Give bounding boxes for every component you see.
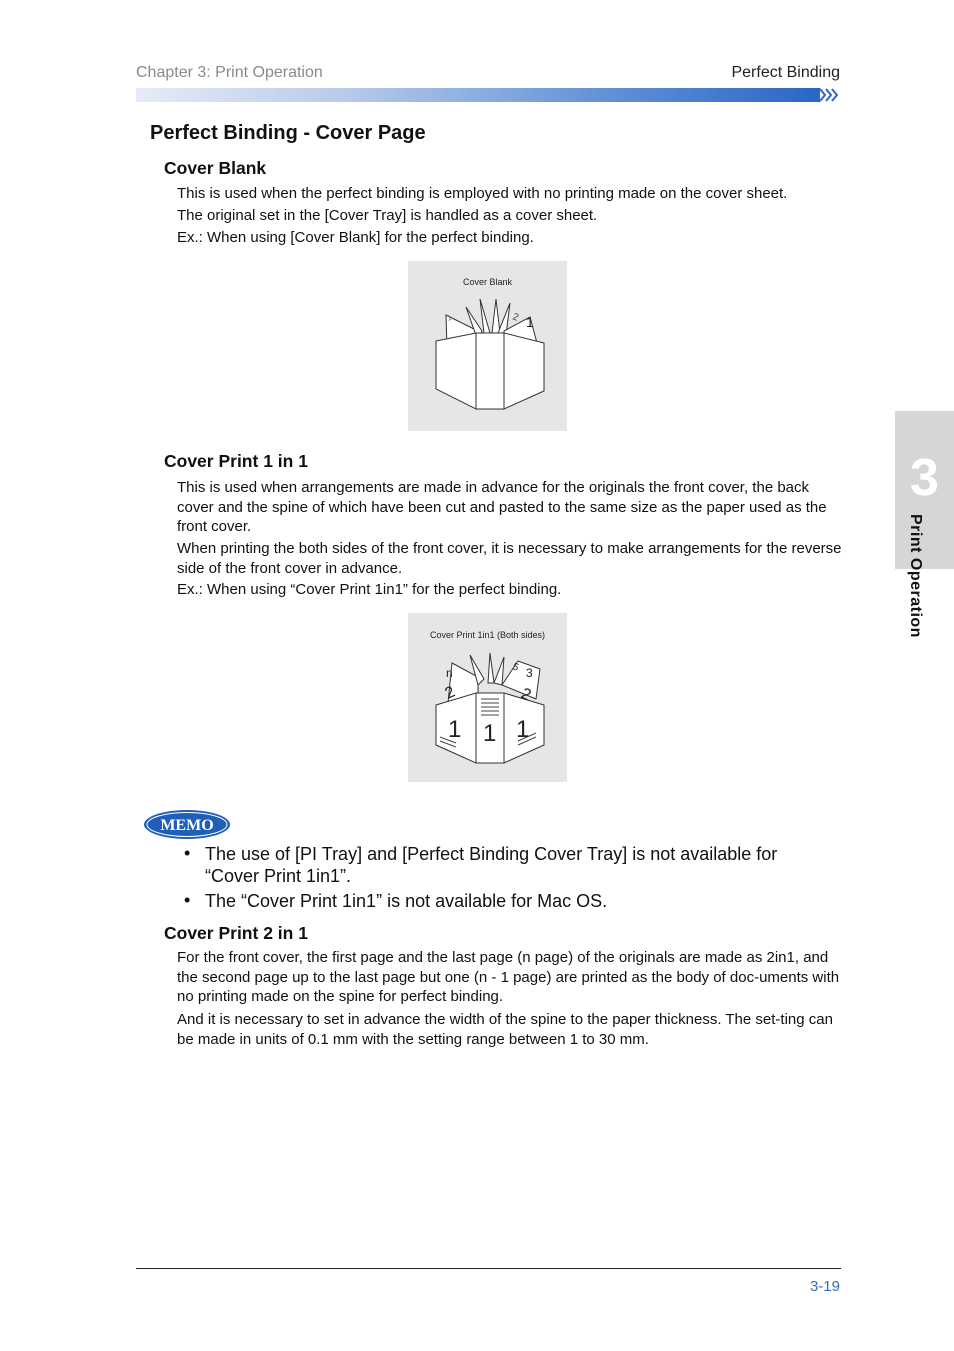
cover-print-1in1-figure-label-1-left: 1	[448, 716, 462, 743]
cover-blank-figure-label-3: 1	[445, 312, 453, 323]
cover-print-1in1-heading: Cover Print 1 in 1	[164, 451, 308, 471]
cover-print-1in1-book-illustration	[408, 613, 567, 782]
memo-bullet-icon: •	[184, 843, 191, 863]
chapter-tab-label: Print Operation	[907, 514, 924, 638]
page-number: 3-19	[809, 1278, 840, 1295]
section-title: Perfect Binding	[731, 64, 840, 81]
memo-bullet-icon: •	[184, 890, 191, 910]
cover-print-1in1-figure-label-5: 5	[510, 661, 520, 674]
cover-blank-line-3: Ex.: When using [Cover Blank] for the perfect binding.	[177, 229, 534, 246]
cover-print-1in1-figure-caption: Cover Print 1in1 (Both sides)	[429, 630, 546, 640]
cover-print-1in1-para-2: When printing the both sides of the front cover, it is necessary to make arrangements for the reverse side of the front cover in advance.	[177, 540, 842, 577]
cover-print-1in1-para-3: Ex.: When using “Cover Print 1in1” for the perfect binding.	[177, 581, 562, 598]
header-gradient-bar	[136, 88, 820, 102]
footer-rule	[136, 1268, 841, 1269]
cover-print-1in1-figure-label-1-right: 1	[516, 716, 530, 743]
chapter-title: Chapter 3: Print Operation	[136, 64, 323, 81]
chevron-right-icon	[818, 86, 842, 104]
cover-print-2in1-para-2: And it is necessary to set in advance the width of the spine to the paper thickness. The set-ting can be made in units of 0.1 mm with the setting range between 1 to 30 mm.	[177, 1011, 833, 1048]
cover-print-1in1-para-1: This is used when arrangements are made in advance for the originals the front cover, the back cover and the spine of which have been cut and pasted to the same size as the paper used as the front cover.	[177, 479, 827, 535]
page-title: Perfect Binding - Cover Page	[150, 122, 426, 144]
memo-bullet-2: The “Cover Print 1in1” is not available for Mac OS.	[205, 891, 608, 911]
cover-blank-figure-label-1: 1	[526, 314, 534, 330]
cover-blank-line-1: This is used when the perfect binding is employed with no printing made on the cover sheet.	[177, 185, 788, 202]
memo-badge-label: MEMO	[160, 817, 214, 834]
cover-blank-figure-label-2: 2	[510, 311, 520, 324]
cover-blank-line-2: The original set in the [Cover Tray] is handled as a cover sheet.	[177, 207, 598, 224]
chapter-tab-number: 3	[910, 449, 939, 507]
cover-print-1in1-figure-label-2-right: 2	[518, 685, 534, 705]
memo-badge	[143, 809, 231, 840]
cover-print-1in1-figure-label-2-left: 2	[442, 683, 458, 703]
cover-print-2in1-heading: Cover Print 2 in 1	[164, 923, 308, 943]
cover-blank-figure	[408, 261, 567, 431]
cover-print-1in1-figure-label-3: 3	[526, 666, 533, 680]
memo-bullet-1: The use of [PI Tray] and [Perfect Binding Cover Tray] is not available for “Cover Print 1in1”.	[205, 844, 778, 886]
cover-print-2in1-para-1: For the front cover, the first page and the last page (n page) of the originals are made as 2in1, and the second page up to the last page but one (n - 1 page) are printed as the body of doc-uments with no printing made on the spine for perfect binding.	[177, 949, 840, 1005]
cover-blank-heading: Cover Blank	[164, 158, 267, 178]
cover-blank-figure-caption: Cover Blank	[462, 277, 513, 287]
cover-blank-book-illustration	[408, 261, 567, 431]
cover-print-1in1-figure-label-1-center: 1	[483, 720, 497, 747]
cover-print-1in1-figure-label-n: n	[446, 666, 453, 680]
cover-print-1in1-figure	[408, 613, 567, 782]
